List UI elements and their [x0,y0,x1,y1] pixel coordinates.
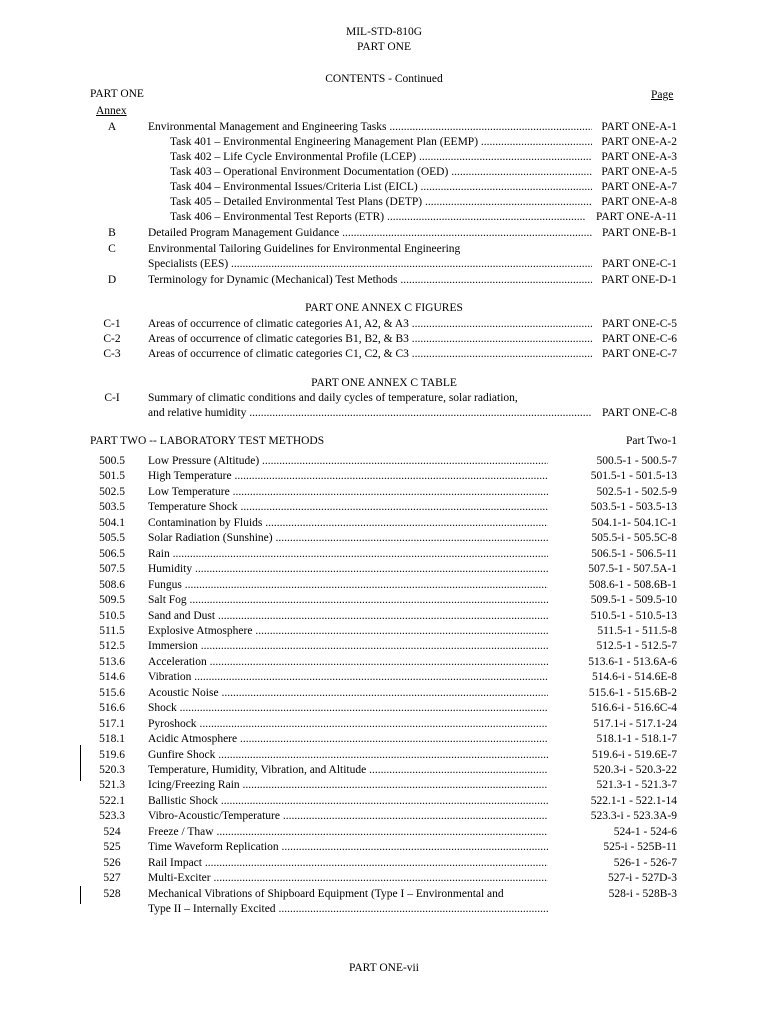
method-title[interactable]: Vibration ..... [148,670,548,684]
task-page: PART ONE-A-5 [601,166,677,178]
method-code: 522.1 [99,795,125,807]
part-two-heading: PART TWO -- LABORATORY TEST METHODS [90,435,325,447]
part-two-page: Part Two-1 [625,435,677,447]
method-page: 520.3-i - 520.3-22 [593,764,677,776]
task-page: PART ONE-A-8 [601,196,677,208]
method-title[interactable]: Vibro-Acoustic/Temperature ..... [148,809,548,823]
table-code: C-I [104,392,120,404]
annex-page: PART ONE-A-1 [601,121,677,133]
method-title[interactable]: Icing/Freezing Rain ..... [148,778,548,792]
method-page: 513.6-1 - 513.6A-6 [588,656,677,668]
method-title-continued[interactable]: Type II – Internally Excited ..... [148,902,548,916]
change-bar [80,763,81,781]
method-title[interactable]: Rain ..... [148,547,548,561]
method-page: 517.1-i - 517.1-24 [593,718,677,730]
annex-code: C [108,243,116,255]
method-page: 508.6-1 - 508.6B-1 [588,579,677,591]
method-title[interactable]: Pyroshock ..... [148,717,548,731]
method-code: 508.6 [99,579,125,591]
method-code: 516.6 [99,702,125,714]
method-page: 511.5-1 - 511.5-8 [597,625,677,637]
method-title[interactable]: Solar Radiation (Sunshine) ..... [148,531,548,545]
figure-code: C-3 [103,348,121,360]
method-code: 511.5 [99,625,125,637]
method-title[interactable]: Temperature, Humidity, Vibration, and Altitude ..... [148,763,548,777]
method-code: 502.5 [99,486,125,498]
page-column-label: Page [651,89,674,101]
method-code: 503.5 [99,501,125,513]
figure-page: PART ONE-C-6 [601,333,677,345]
method-page: 521.3-1 - 521.3-7 [596,779,677,791]
method-page: 518.1-1 - 518.1-7 [596,733,677,745]
figure-title[interactable]: Areas of occurrence of climatic categories A1, A2, & A3 ..... [148,317,592,331]
method-page: 519.6-i - 519.6E-7 [592,749,677,761]
method-page: 522.1-1 - 522.1-14 [590,795,677,807]
method-title[interactable]: Acidic Atmosphere ..... [148,732,548,746]
annex-title-continued[interactable]: Specialists (EES) ..... [148,257,592,271]
method-code: 501.5 [99,470,125,482]
annex-title[interactable]: Detailed Program Management Guidance ..... [148,226,592,240]
method-title[interactable]: Immersion ..... [148,639,548,653]
method-title[interactable]: Mechanical Vibrations of Shipboard Equipment (Type I – Environmental and [148,888,504,900]
method-code: 519.6 [99,749,125,761]
task-page: PART ONE-A-3 [601,151,677,163]
method-page: 500.5-1 - 500.5-7 [596,455,677,467]
figures-heading: PART ONE ANNEX C FIGURES [305,302,463,314]
annex-column-label: Annex [96,105,127,117]
method-page: 516.6-i - 516.6C-4 [591,702,677,714]
method-page: 503.5-1 - 503.5-13 [590,501,677,513]
method-title[interactable]: Temperature Shock ..... [148,500,548,514]
method-code: 521.3 [99,779,125,791]
part-one-heading: PART ONE [90,88,144,100]
method-title[interactable]: Time Waveform Replication ..... [148,840,548,854]
method-title[interactable]: Sand and Dust ..... [148,609,548,623]
task-title[interactable]: Task 404 – Environmental Issues/Criteria List (EICL) ..... [170,180,592,194]
method-page: 506.5-1 - 506.5-11 [591,548,677,560]
method-code: 514.6 [99,671,125,683]
task-page: PART ONE-A-2 [601,136,677,148]
method-page: 514.6-i - 514.6E-8 [592,671,677,683]
document-standard: MIL-STD-810G [345,26,423,38]
method-code: 506.5 [99,548,125,560]
method-code: 504.1 [99,517,125,529]
method-title[interactable]: Rail Impact ..... [148,856,548,870]
figure-page: PART ONE-C-7 [601,348,677,360]
figure-code: C-1 [103,318,121,330]
table-page: PART ONE-C-8 [601,407,677,419]
method-title[interactable]: Explosive Atmosphere ..... [148,624,548,638]
method-page: 505.5-i - 505.5C-8 [591,532,677,544]
method-page: 504.1-1- 504.1C-1 [591,517,677,529]
method-title[interactable]: Contamination by Fluids ..... [148,516,548,530]
annex-code: A [107,121,117,133]
method-page: 528-i - 528B-3 [608,888,677,900]
method-page: 502.5-1 - 502.5-9 [596,486,677,498]
method-code: 510.5 [99,610,125,622]
method-title[interactable]: Gunfire Shock ..... [148,748,548,762]
method-title[interactable]: Salt Fog ..... [148,593,548,607]
page-number: PART ONE-vii [349,962,419,974]
method-page: 507.5-1 - 507.5A-1 [588,563,677,575]
figure-page: PART ONE-C-5 [601,318,677,330]
method-code: 526 [103,857,121,869]
method-code: 513.6 [99,656,125,668]
method-code: 509.5 [99,594,125,606]
figure-code: C-2 [103,333,121,345]
method-title[interactable]: Shock ..... [148,701,548,715]
table-title-continued[interactable]: and relative humidity ..... [148,406,592,420]
method-title[interactable]: Low Temperature ..... [148,485,548,499]
method-page: 526-1 - 526-7 [613,857,677,869]
table-title[interactable]: Summary of climatic conditions and daily cycles of temperature, solar radiation, [148,392,518,404]
method-title[interactable]: Freeze / Thaw ..... [148,825,548,839]
annex-code: B [108,227,116,239]
method-page: 523.3-i - 523.3A-9 [590,810,677,822]
contents-title: CONTENTS - Continued [325,73,443,85]
method-title[interactable]: Acoustic Noise ..... [148,686,548,700]
annex-title[interactable]: Environmental Tailoring Guidelines for Environmental Engineering [148,243,461,255]
method-title[interactable]: Multi-Exciter ..... [148,871,548,885]
method-code: 517.1 [99,718,125,730]
method-page: 512.5-1 - 512.5-7 [596,640,677,652]
task-title[interactable]: Task 401 – Environmental Engineering Management Plan (EEMP) ..... [170,135,592,149]
annex-title[interactable]: Terminology for Dynamic (Mechanical) Test Methods ..... [148,273,592,287]
method-code: 520.3 [99,764,125,776]
method-code: 527 [103,872,121,884]
method-page: 525-i - 525B-11 [603,841,677,853]
table-heading: PART ONE ANNEX C TABLE [311,377,457,389]
task-title[interactable]: Task 406 – Environmental Test Reports (ETR) ..... [170,210,586,224]
method-title[interactable]: Low Pressure (Altitude) ..... [148,454,548,468]
change-bar [80,886,81,904]
method-code: 523.3 [99,810,125,822]
document-part: PART ONE [357,41,411,53]
method-code: 528 [103,888,121,900]
annex-page: PART ONE-C-1 [601,258,677,270]
method-page: 515.6-1 - 515.6B-2 [588,687,677,699]
method-page: 510.5-1 - 510.5-13 [590,610,677,622]
method-title[interactable]: Ballistic Shock ..... [148,794,548,808]
task-title[interactable]: Task 405 – Detailed Environmental Test Plans (DETP) ..... [170,195,592,209]
method-title[interactable]: Acceleration ..... [148,655,548,669]
method-code: 524 [103,826,121,838]
annex-page: PART ONE-D-1 [601,274,677,286]
task-page: PART ONE-A-11 [596,211,677,223]
method-code: 500.5 [99,455,125,467]
method-code: 507.5 [99,563,125,575]
method-page: 527-i - 527D-3 [608,872,677,884]
method-code: 525 [103,841,121,853]
annex-code: D [107,274,117,286]
method-title[interactable]: High Temperature ..... [148,469,548,483]
method-code: 518.1 [99,733,125,745]
figure-title[interactable]: Areas of occurrence of climatic categories B1, B2, & B3 ..... [148,332,592,346]
change-bar [80,745,81,763]
task-page: PART ONE-A-7 [601,181,677,193]
method-code: 512.5 [99,640,125,652]
method-page: 509.5-1 - 509.5-10 [590,594,677,606]
figure-title[interactable]: Areas of occurrence of climatic categories C1, C2, & C3 ..... [148,347,592,361]
task-title[interactable]: Task 403 – Operational Environment Documentation (OED) ..... [170,165,592,179]
method-code: 505.5 [99,532,125,544]
annex-title[interactable]: Environmental Management and Engineering Tasks ..... [148,120,592,134]
method-title[interactable]: Fungus ..... [148,578,548,592]
task-title[interactable]: Task 402 – Life Cycle Environmental Profile (LCEP) ..... [170,150,592,164]
method-code: 515.6 [99,687,125,699]
method-page: 524-1 - 524-6 [613,826,677,838]
method-title[interactable]: Humidity ..... [148,562,548,576]
method-page: 501.5-1 - 501.5-13 [590,470,677,482]
annex-page: PART ONE-B-1 [601,227,677,239]
